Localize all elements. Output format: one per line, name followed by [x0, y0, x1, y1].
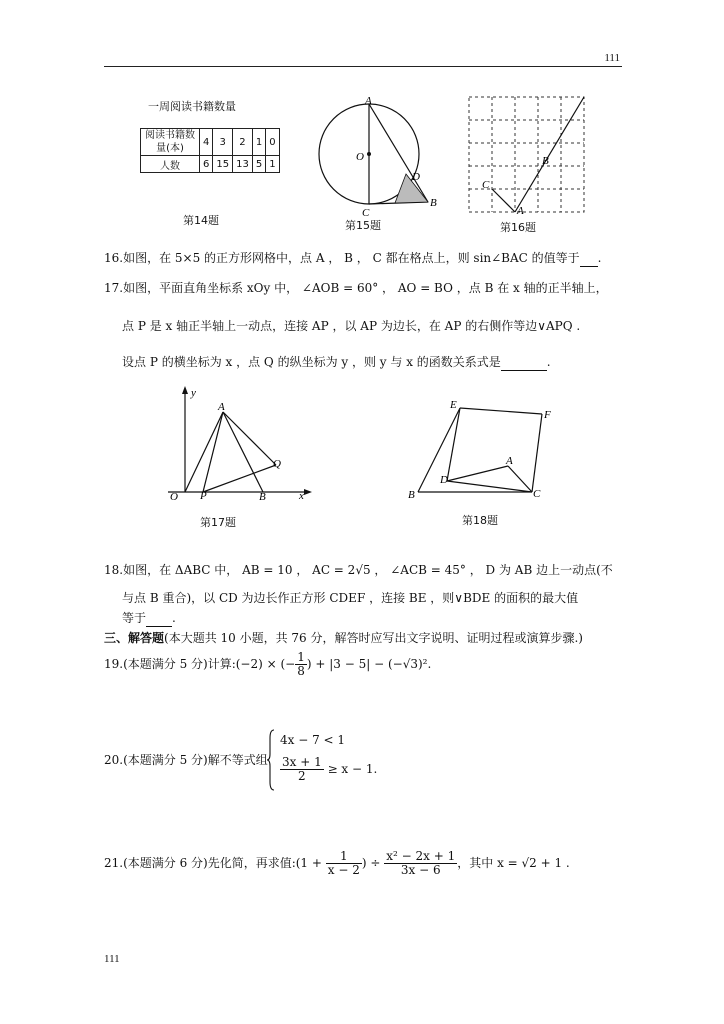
fig15-center-dot	[367, 152, 371, 156]
q21-mid: ) ÷	[361, 856, 381, 870]
q20-inequality-1: 4x − 7 < 1	[280, 733, 346, 747]
q19-frac-num: 1	[297, 650, 305, 664]
q17-answer-blank	[501, 354, 547, 371]
q20-fraction	[280, 756, 324, 783]
fig14-book-cell: 3	[213, 129, 233, 156]
fig16-caption: 第16题	[500, 221, 536, 234]
fig17-label-p: P	[200, 490, 207, 502]
fig15-label-d: D	[412, 171, 420, 183]
q21-prefix: 21.(本题满分 6 分)先化简，再求值:(1 +	[104, 856, 322, 870]
q18-answer-blank	[146, 610, 172, 627]
q17-line1: 17.如图，平面直角坐标系 xOy 中， ∠AOB = 60° ， AO = BO ，点 B 在 x 轴的正半轴上，	[104, 281, 608, 295]
q16-text: 16.如图，在 5×5 的正方形网格中，点 A ， B ， C 都在格点上，则 sin∠BAC 的值等于 .	[104, 251, 602, 265]
q17-line3-wrap: 设点 P 的横坐标为 x ，点 Q 的纵坐标为 y ，则 y 与 x 的函数关系式是 .	[122, 355, 551, 369]
fig14-row1-header: 阅读书籍数量(本)	[141, 129, 200, 156]
fig16-label-c: C	[482, 179, 490, 191]
fig18-line-ef	[460, 408, 542, 414]
q19-frac-den: 8	[297, 664, 305, 678]
fig16-grid	[469, 97, 584, 212]
q20-brace	[266, 728, 276, 792]
fig18-label-a: A	[506, 455, 513, 467]
fig15-caption: 第15题	[345, 219, 381, 232]
fig14-count-cell: 15	[213, 156, 233, 173]
q21-fraction-2	[384, 850, 457, 877]
fig17-line-pa	[203, 412, 223, 492]
fig14-book-cell: 4	[200, 129, 213, 156]
section3-note: (本大题共 10 小题，共 76 分，解答时应写出文字说明、证明过程或演算步骤.)	[164, 631, 583, 645]
fig16-diagram	[462, 92, 592, 220]
fig17-diagram	[160, 382, 320, 510]
fig14-table	[140, 128, 280, 173]
q19-fraction	[295, 651, 307, 678]
fig18-line-de	[447, 408, 460, 481]
fig18-line-ac	[508, 466, 532, 492]
q21-frac1-den: x − 2	[327, 863, 360, 877]
q20-inequality-2	[280, 756, 377, 783]
fig14-chart-title: 一周阅读书籍数量	[148, 100, 236, 113]
fig17-label-o: O	[170, 491, 178, 503]
fig14-count-cell: 5	[252, 156, 265, 173]
q17-line3: 设点 P 的横坐标为 x ，点 Q 的纵坐标为 y ，则 y 与 x 的函数关系式是	[122, 355, 501, 369]
footer-page-number: 111	[104, 953, 120, 965]
fig17-y-arrow	[182, 386, 188, 394]
fig15-diagram	[310, 92, 440, 222]
q18-line2: 与点 B 重合)，以 CD 为边长作正方形 CDEF ，连接 BE ，则∨BDE 的面积的最大值	[122, 591, 579, 605]
fig18-label-d: D	[440, 474, 448, 486]
fig16-label-b: B	[542, 155, 549, 167]
fig18-caption: 第18题	[462, 514, 498, 527]
fig18-diagram	[400, 396, 560, 508]
fig17-line-oa	[185, 412, 223, 492]
fig17-label-x: x	[299, 490, 304, 502]
q18-line3: 等于	[122, 611, 147, 625]
fig16-label-a: A	[517, 205, 524, 217]
q16-stem: 16.如图，在 5×5 的正方形网格中，点 A ， B ， C 都在格点上，则 sin∠BAC 的值等于	[104, 251, 580, 265]
fig14-caption: 第14题	[183, 214, 219, 227]
q18-line1: 18.如图，在 ΔABC 中， AB = 10 ， AC = 2√5 ， ∠ACB = 45° ， D 为 AB 边上一动点(不	[104, 563, 613, 577]
fig18-label-f: F	[544, 409, 551, 421]
section3-title: 三、解答题	[104, 631, 165, 645]
fig14-book-cell: 2	[233, 129, 253, 156]
fig18-line-da	[447, 466, 508, 481]
q21-frac2-num: x² − 2x + 1	[386, 849, 456, 863]
fig17-line-aq	[223, 412, 276, 465]
fig18-label-e: E	[450, 399, 457, 411]
fig17-line-pq	[203, 465, 276, 492]
fig14-count-cell: 6	[200, 156, 213, 173]
fig17-label-a: A	[218, 401, 225, 413]
fig17-label-q: Q	[273, 458, 281, 470]
fig15-label-o: O	[356, 151, 364, 163]
fig18-line-fc	[532, 414, 542, 492]
fig17-caption: 第17题	[200, 516, 236, 529]
fig18-label-c: C	[533, 488, 541, 500]
q17-line2: 点 P 是 x 轴正半轴上一动点，连接 AP ，以 AP 为边长，在 AP 的右侧作等边∨APQ .	[122, 319, 581, 333]
q16-answer-blank	[580, 250, 598, 267]
q18-line3-wrap: 等于 .	[122, 611, 176, 625]
fig17-line-ab	[223, 412, 263, 492]
q19-suffix: ) + |3 − 5| − (−√3)².	[306, 657, 432, 671]
fig17-label-b: B	[259, 491, 266, 503]
fig16-line-ab	[515, 97, 584, 212]
fig15-label-a: A	[365, 95, 372, 107]
q21-frac1-num: 1	[326, 850, 362, 864]
header-rule	[104, 66, 622, 67]
section3-heading	[104, 630, 583, 646]
fig15-label-c: C	[362, 207, 370, 219]
fig17-label-y: y	[191, 387, 196, 399]
q21	[104, 848, 570, 878]
fig18-line-dc	[447, 481, 532, 492]
fig17-x-arrow	[304, 489, 312, 495]
q20-prefix: 20.(本题满分 5 分)解不等式组	[104, 753, 268, 767]
fig14-count-cell: 13	[233, 156, 253, 173]
q20-frac-den: 2	[298, 769, 306, 783]
fig18-label-b: B	[408, 489, 415, 501]
q21-frac2-den: 3x − 6	[400, 863, 441, 877]
fig15-label-b: B	[430, 197, 437, 209]
header-page-number: 111	[604, 52, 620, 64]
fig14-book-cell: 0	[266, 129, 279, 156]
q19-prefix: 19.(本题满分 5 分)计算:(−2) × (−	[104, 657, 296, 671]
q20-ineq2-tail: ≥ x − 1	[327, 762, 374, 776]
fig14-row2-header: 人数	[141, 156, 200, 173]
fig16-line-ac	[492, 189, 515, 212]
q20-frac-num: 3x + 1	[282, 755, 322, 769]
fig14-book-cell: 1	[252, 129, 265, 156]
q19	[104, 650, 431, 678]
q21-suffix: ，其中 x = √2 + 1 .	[457, 856, 570, 870]
q20-end: .	[373, 762, 378, 776]
fig14-count-cell: 1	[266, 156, 279, 173]
q21-fraction-1	[326, 850, 362, 877]
